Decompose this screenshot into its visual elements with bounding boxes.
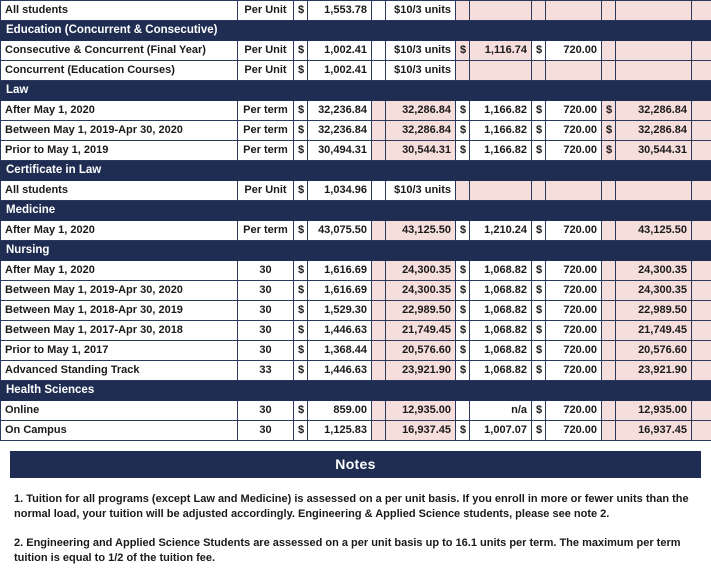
row-currency-3: $ — [456, 221, 470, 241]
row-amount-2: 43,125.50 — [386, 221, 456, 241]
row-currency-1: $ — [294, 141, 308, 161]
section-header-label: Certificate in Law — [1, 161, 711, 181]
row-amount-3: 1,068.82 — [470, 281, 532, 301]
row-currency-2 — [372, 401, 386, 421]
row-amount-5: 24,300.35 — [616, 261, 692, 281]
row-program-label: Consecutive & Concurrent (Final Year) — [1, 41, 238, 61]
table-row — [1, 281, 711, 301]
row-amount-1: 1,002.41 — [308, 61, 372, 81]
row-basis: Per term — [238, 101, 294, 121]
row-amount-5: 20,576.60 — [616, 341, 692, 361]
row-basis: 30 — [238, 421, 294, 441]
row-currency-5 — [602, 261, 616, 281]
row-program-label: Advanced Standing Track — [1, 361, 238, 381]
row-amount-5: 12,935.00 — [616, 401, 692, 421]
row-currency-4: $ — [532, 401, 546, 421]
row-amount-4: 720.00 — [546, 141, 602, 161]
row-amount-5 — [616, 61, 692, 81]
row-currency-2 — [372, 221, 386, 241]
row-amount-4: 720.00 — [546, 41, 602, 61]
row-amount-1: 1,616.69 — [308, 261, 372, 281]
row-basis: 30 — [238, 341, 294, 361]
row-spacer-cell — [692, 41, 711, 61]
table-row — [1, 61, 711, 81]
row-basis: 30 — [238, 321, 294, 341]
row-currency-5: $ — [602, 121, 616, 141]
row-spacer-cell — [692, 1, 711, 21]
row-program-label: Prior to May 1, 2019 — [1, 141, 238, 161]
row-spacer-cell — [692, 221, 711, 241]
row-amount-1: 1,034.96 — [308, 181, 372, 201]
row-program-label: After May 1, 2020 — [1, 221, 238, 241]
row-amount-1: 1,616.69 — [308, 281, 372, 301]
row-currency-1: $ — [294, 321, 308, 341]
row-amount-4: 720.00 — [546, 361, 602, 381]
row-currency-3: $ — [456, 121, 470, 141]
row-amount-1: 1,529.30 — [308, 301, 372, 321]
row-amount-1: 30,494.31 — [308, 141, 372, 161]
row-spacer-cell — [692, 401, 711, 421]
row-basis: 33 — [238, 361, 294, 381]
row-currency-2 — [372, 181, 386, 201]
row-currency-4: $ — [532, 281, 546, 301]
row-currency-5 — [602, 61, 616, 81]
row-spacer-cell — [692, 341, 711, 361]
row-currency-2 — [372, 1, 386, 21]
row-amount-2: $10/3 units — [386, 61, 456, 81]
row-amount-4: 720.00 — [546, 281, 602, 301]
row-amount-1: 859.00 — [308, 401, 372, 421]
row-amount-2: 20,576.60 — [386, 341, 456, 361]
row-program-label: Between May 1, 2017-Apr 30, 2018 — [1, 321, 238, 341]
row-amount-2: 22,989.50 — [386, 301, 456, 321]
row-spacer-cell — [692, 321, 711, 341]
row-currency-2 — [372, 341, 386, 361]
row-currency-4 — [532, 61, 546, 81]
row-currency-2 — [372, 421, 386, 441]
row-amount-4: 720.00 — [546, 321, 602, 341]
row-amount-1: 1,446.63 — [308, 321, 372, 341]
row-amount-2: $10/3 units — [386, 181, 456, 201]
row-currency-1: $ — [294, 281, 308, 301]
section-header-row — [1, 241, 711, 261]
row-currency-2 — [372, 121, 386, 141]
row-program-label: After May 1, 2020 — [1, 261, 238, 281]
table-row — [1, 101, 711, 121]
row-program-label: On Campus — [1, 421, 238, 441]
section-header-row — [1, 381, 711, 401]
row-currency-2 — [372, 321, 386, 341]
row-amount-3: 1,116.74 — [470, 41, 532, 61]
table-row — [1, 221, 711, 241]
table-row — [1, 321, 711, 341]
row-program-label: Between May 1, 2019-Apr 30, 2020 — [1, 121, 238, 141]
section-header-label: Medicine — [1, 201, 711, 221]
row-currency-3: $ — [456, 301, 470, 321]
row-amount-1: 32,236.84 — [308, 101, 372, 121]
row-amount-1: 1,446.63 — [308, 361, 372, 381]
row-currency-5 — [602, 341, 616, 361]
row-currency-3: $ — [456, 41, 470, 61]
row-currency-4: $ — [532, 301, 546, 321]
row-currency-1: $ — [294, 121, 308, 141]
row-amount-3: 1,068.82 — [470, 301, 532, 321]
row-amount-3: 1,210.24 — [470, 221, 532, 241]
row-currency-1: $ — [294, 61, 308, 81]
row-amount-1: 32,236.84 — [308, 121, 372, 141]
row-amount-5: 32,286.84 — [616, 121, 692, 141]
row-amount-4: 720.00 — [546, 301, 602, 321]
row-amount-2: 30,544.31 — [386, 141, 456, 161]
row-amount-2: $10/3 units — [386, 1, 456, 21]
section-header-row — [1, 21, 711, 41]
row-currency-2 — [372, 301, 386, 321]
row-amount-4: 720.00 — [546, 421, 602, 441]
row-amount-1: 43,075.50 — [308, 221, 372, 241]
row-currency-3: $ — [456, 321, 470, 341]
row-basis: 30 — [238, 401, 294, 421]
table-row — [1, 301, 711, 321]
row-amount-5: 22,989.50 — [616, 301, 692, 321]
row-amount-3 — [470, 61, 532, 81]
row-amount-5: 16,937.45 — [616, 421, 692, 441]
row-amount-1: 1,368.44 — [308, 341, 372, 361]
table-row — [1, 121, 711, 141]
row-amount-1: 1,553.78 — [308, 1, 372, 21]
row-currency-1: $ — [294, 221, 308, 241]
row-amount-4: 720.00 — [546, 121, 602, 141]
row-amount-5: 23,921.90 — [616, 361, 692, 381]
row-currency-3: $ — [456, 141, 470, 161]
row-amount-4: 720.00 — [546, 261, 602, 281]
fee-table-body — [1, 1, 711, 441]
table-row — [1, 341, 711, 361]
row-currency-4: $ — [532, 361, 546, 381]
row-currency-4: $ — [532, 261, 546, 281]
row-amount-2: 24,300.35 — [386, 281, 456, 301]
row-currency-1: $ — [294, 181, 308, 201]
row-amount-5 — [616, 181, 692, 201]
row-currency-3: $ — [456, 101, 470, 121]
row-amount-4 — [546, 181, 602, 201]
row-currency-4: $ — [532, 141, 546, 161]
row-currency-3: $ — [456, 341, 470, 361]
row-basis: Per Unit — [238, 61, 294, 81]
row-currency-5 — [602, 1, 616, 21]
row-currency-3 — [456, 61, 470, 81]
row-currency-1: $ — [294, 421, 308, 441]
row-currency-4 — [532, 1, 546, 21]
row-amount-3: 1,068.82 — [470, 321, 532, 341]
row-currency-5 — [602, 361, 616, 381]
row-amount-5: 43,125.50 — [616, 221, 692, 241]
row-spacer-cell — [692, 101, 711, 121]
row-currency-3: $ — [456, 261, 470, 281]
row-amount-3 — [470, 1, 532, 21]
table-row — [1, 421, 711, 441]
row-program-label: All students — [1, 1, 238, 21]
row-currency-5 — [602, 41, 616, 61]
row-amount-2: 24,300.35 — [386, 261, 456, 281]
row-amount-3: 1,166.82 — [470, 121, 532, 141]
table-row — [1, 261, 711, 281]
row-amount-4 — [546, 1, 602, 21]
row-spacer-cell — [692, 421, 711, 441]
section-header-label: Health Sciences — [1, 381, 711, 401]
row-amount-2: 23,921.90 — [386, 361, 456, 381]
row-spacer-cell — [692, 361, 711, 381]
row-amount-5: 30,544.31 — [616, 141, 692, 161]
row-basis: Per Unit — [238, 41, 294, 61]
row-currency-4 — [532, 181, 546, 201]
table-row — [1, 41, 711, 61]
row-currency-3: $ — [456, 281, 470, 301]
section-header-row — [1, 81, 711, 101]
table-row — [1, 141, 711, 161]
row-amount-4: 720.00 — [546, 341, 602, 361]
row-spacer-cell — [692, 261, 711, 281]
row-amount-5: 24,300.35 — [616, 281, 692, 301]
row-amount-2: 16,937.45 — [386, 421, 456, 441]
row-amount-5: 32,286.84 — [616, 101, 692, 121]
row-currency-1: $ — [294, 1, 308, 21]
row-currency-5 — [602, 221, 616, 241]
row-amount-3: 1,068.82 — [470, 361, 532, 381]
row-currency-2 — [372, 261, 386, 281]
row-program-label: All students — [1, 181, 238, 201]
row-amount-3: n/a — [470, 401, 532, 421]
row-amount-4: 720.00 — [546, 221, 602, 241]
row-amount-3 — [470, 181, 532, 201]
row-currency-3: $ — [456, 421, 470, 441]
row-amount-2: 32,286.84 — [386, 101, 456, 121]
row-basis: Per term — [238, 121, 294, 141]
row-basis: 30 — [238, 261, 294, 281]
row-currency-2 — [372, 361, 386, 381]
row-currency-3 — [456, 401, 470, 421]
table-row — [1, 1, 711, 21]
section-header-label: Law — [1, 81, 711, 101]
row-currency-1: $ — [294, 41, 308, 61]
row-amount-5: 21,749.45 — [616, 321, 692, 341]
row-currency-3: $ — [456, 361, 470, 381]
row-amount-2: $10/3 units — [386, 41, 456, 61]
row-currency-4: $ — [532, 341, 546, 361]
table-row — [1, 181, 711, 201]
row-currency-4: $ — [532, 41, 546, 61]
row-currency-3 — [456, 181, 470, 201]
row-basis: Per Unit — [238, 181, 294, 201]
row-amount-5 — [616, 41, 692, 61]
table-row — [1, 361, 711, 381]
row-amount-3: 1,007.07 — [470, 421, 532, 441]
row-spacer-cell — [692, 61, 711, 81]
row-currency-1: $ — [294, 101, 308, 121]
row-currency-1: $ — [294, 341, 308, 361]
row-currency-5: $ — [602, 141, 616, 161]
row-program-label: After May 1, 2020 — [1, 101, 238, 121]
row-currency-4: $ — [532, 101, 546, 121]
section-header-row — [1, 161, 711, 181]
row-amount-5 — [616, 1, 692, 21]
row-amount-3: 1,068.82 — [470, 261, 532, 281]
row-currency-1: $ — [294, 301, 308, 321]
row-amount-4: 720.00 — [546, 101, 602, 121]
section-header-label: Education (Concurrent & Consecutive) — [1, 21, 711, 41]
row-currency-1: $ — [294, 401, 308, 421]
row-spacer-cell — [692, 121, 711, 141]
note-item-1: 1. Tuition for all programs (except Law and Medicine) is assessed on a per unit basis. If you enroll in more or fewer units than the normal load, your tuition will be adjusted accordingly. Engineering & Applied Science students, please see note 2. — [14, 493, 689, 520]
table-row — [1, 401, 711, 421]
row-currency-5 — [602, 181, 616, 201]
row-program-label: Prior to May 1, 2017 — [1, 341, 238, 361]
notes-section — [0, 451, 711, 566]
row-amount-1: 1,002.41 — [308, 41, 372, 61]
row-amount-2: 21,749.45 — [386, 321, 456, 341]
row-basis: Per term — [238, 221, 294, 241]
row-currency-5 — [602, 401, 616, 421]
row-amount-3: 1,166.82 — [470, 101, 532, 121]
row-spacer-cell — [692, 181, 711, 201]
row-program-label: Online — [1, 401, 238, 421]
row-amount-4: 720.00 — [546, 401, 602, 421]
notes-title: Notes — [10, 451, 701, 478]
row-currency-1: $ — [294, 361, 308, 381]
note-item-2: 2. Engineering and Applied Science Students are assessed on a per unit basis up to 16.1 units per term. The maximum per term tuition is equal to 1/2 of the tuition fee. — [14, 537, 681, 564]
row-currency-3 — [456, 1, 470, 21]
section-header-label: Nursing — [1, 241, 711, 261]
row-currency-2 — [372, 41, 386, 61]
row-amount-3: 1,068.82 — [470, 341, 532, 361]
row-currency-2 — [372, 101, 386, 121]
row-currency-5 — [602, 301, 616, 321]
row-program-label: Between May 1, 2018-Apr 30, 2019 — [1, 301, 238, 321]
row-amount-4 — [546, 61, 602, 81]
row-spacer-cell — [692, 281, 711, 301]
row-spacer-cell — [692, 141, 711, 161]
row-currency-2 — [372, 141, 386, 161]
row-currency-1: $ — [294, 261, 308, 281]
row-amount-2: 32,286.84 — [386, 121, 456, 141]
row-currency-5 — [602, 421, 616, 441]
row-program-label: Between May 1, 2019-Apr 30, 2020 — [1, 281, 238, 301]
row-basis: 30 — [238, 301, 294, 321]
row-currency-4: $ — [532, 221, 546, 241]
row-amount-2: 12,935.00 — [386, 401, 456, 421]
row-program-label: Concurrent (Education Courses) — [1, 61, 238, 81]
row-currency-5 — [602, 281, 616, 301]
row-currency-4: $ — [532, 421, 546, 441]
row-currency-5 — [602, 321, 616, 341]
row-currency-4: $ — [532, 321, 546, 341]
row-amount-1: 1,125.83 — [308, 421, 372, 441]
row-currency-5: $ — [602, 101, 616, 121]
row-currency-2 — [372, 281, 386, 301]
row-spacer-cell — [692, 301, 711, 321]
row-basis: 30 — [238, 281, 294, 301]
row-basis: Per Unit — [238, 1, 294, 21]
row-currency-2 — [372, 61, 386, 81]
row-amount-3: 1,166.82 — [470, 141, 532, 161]
row-basis: Per term — [238, 141, 294, 161]
row-currency-4: $ — [532, 121, 546, 141]
section-header-row — [1, 201, 711, 221]
